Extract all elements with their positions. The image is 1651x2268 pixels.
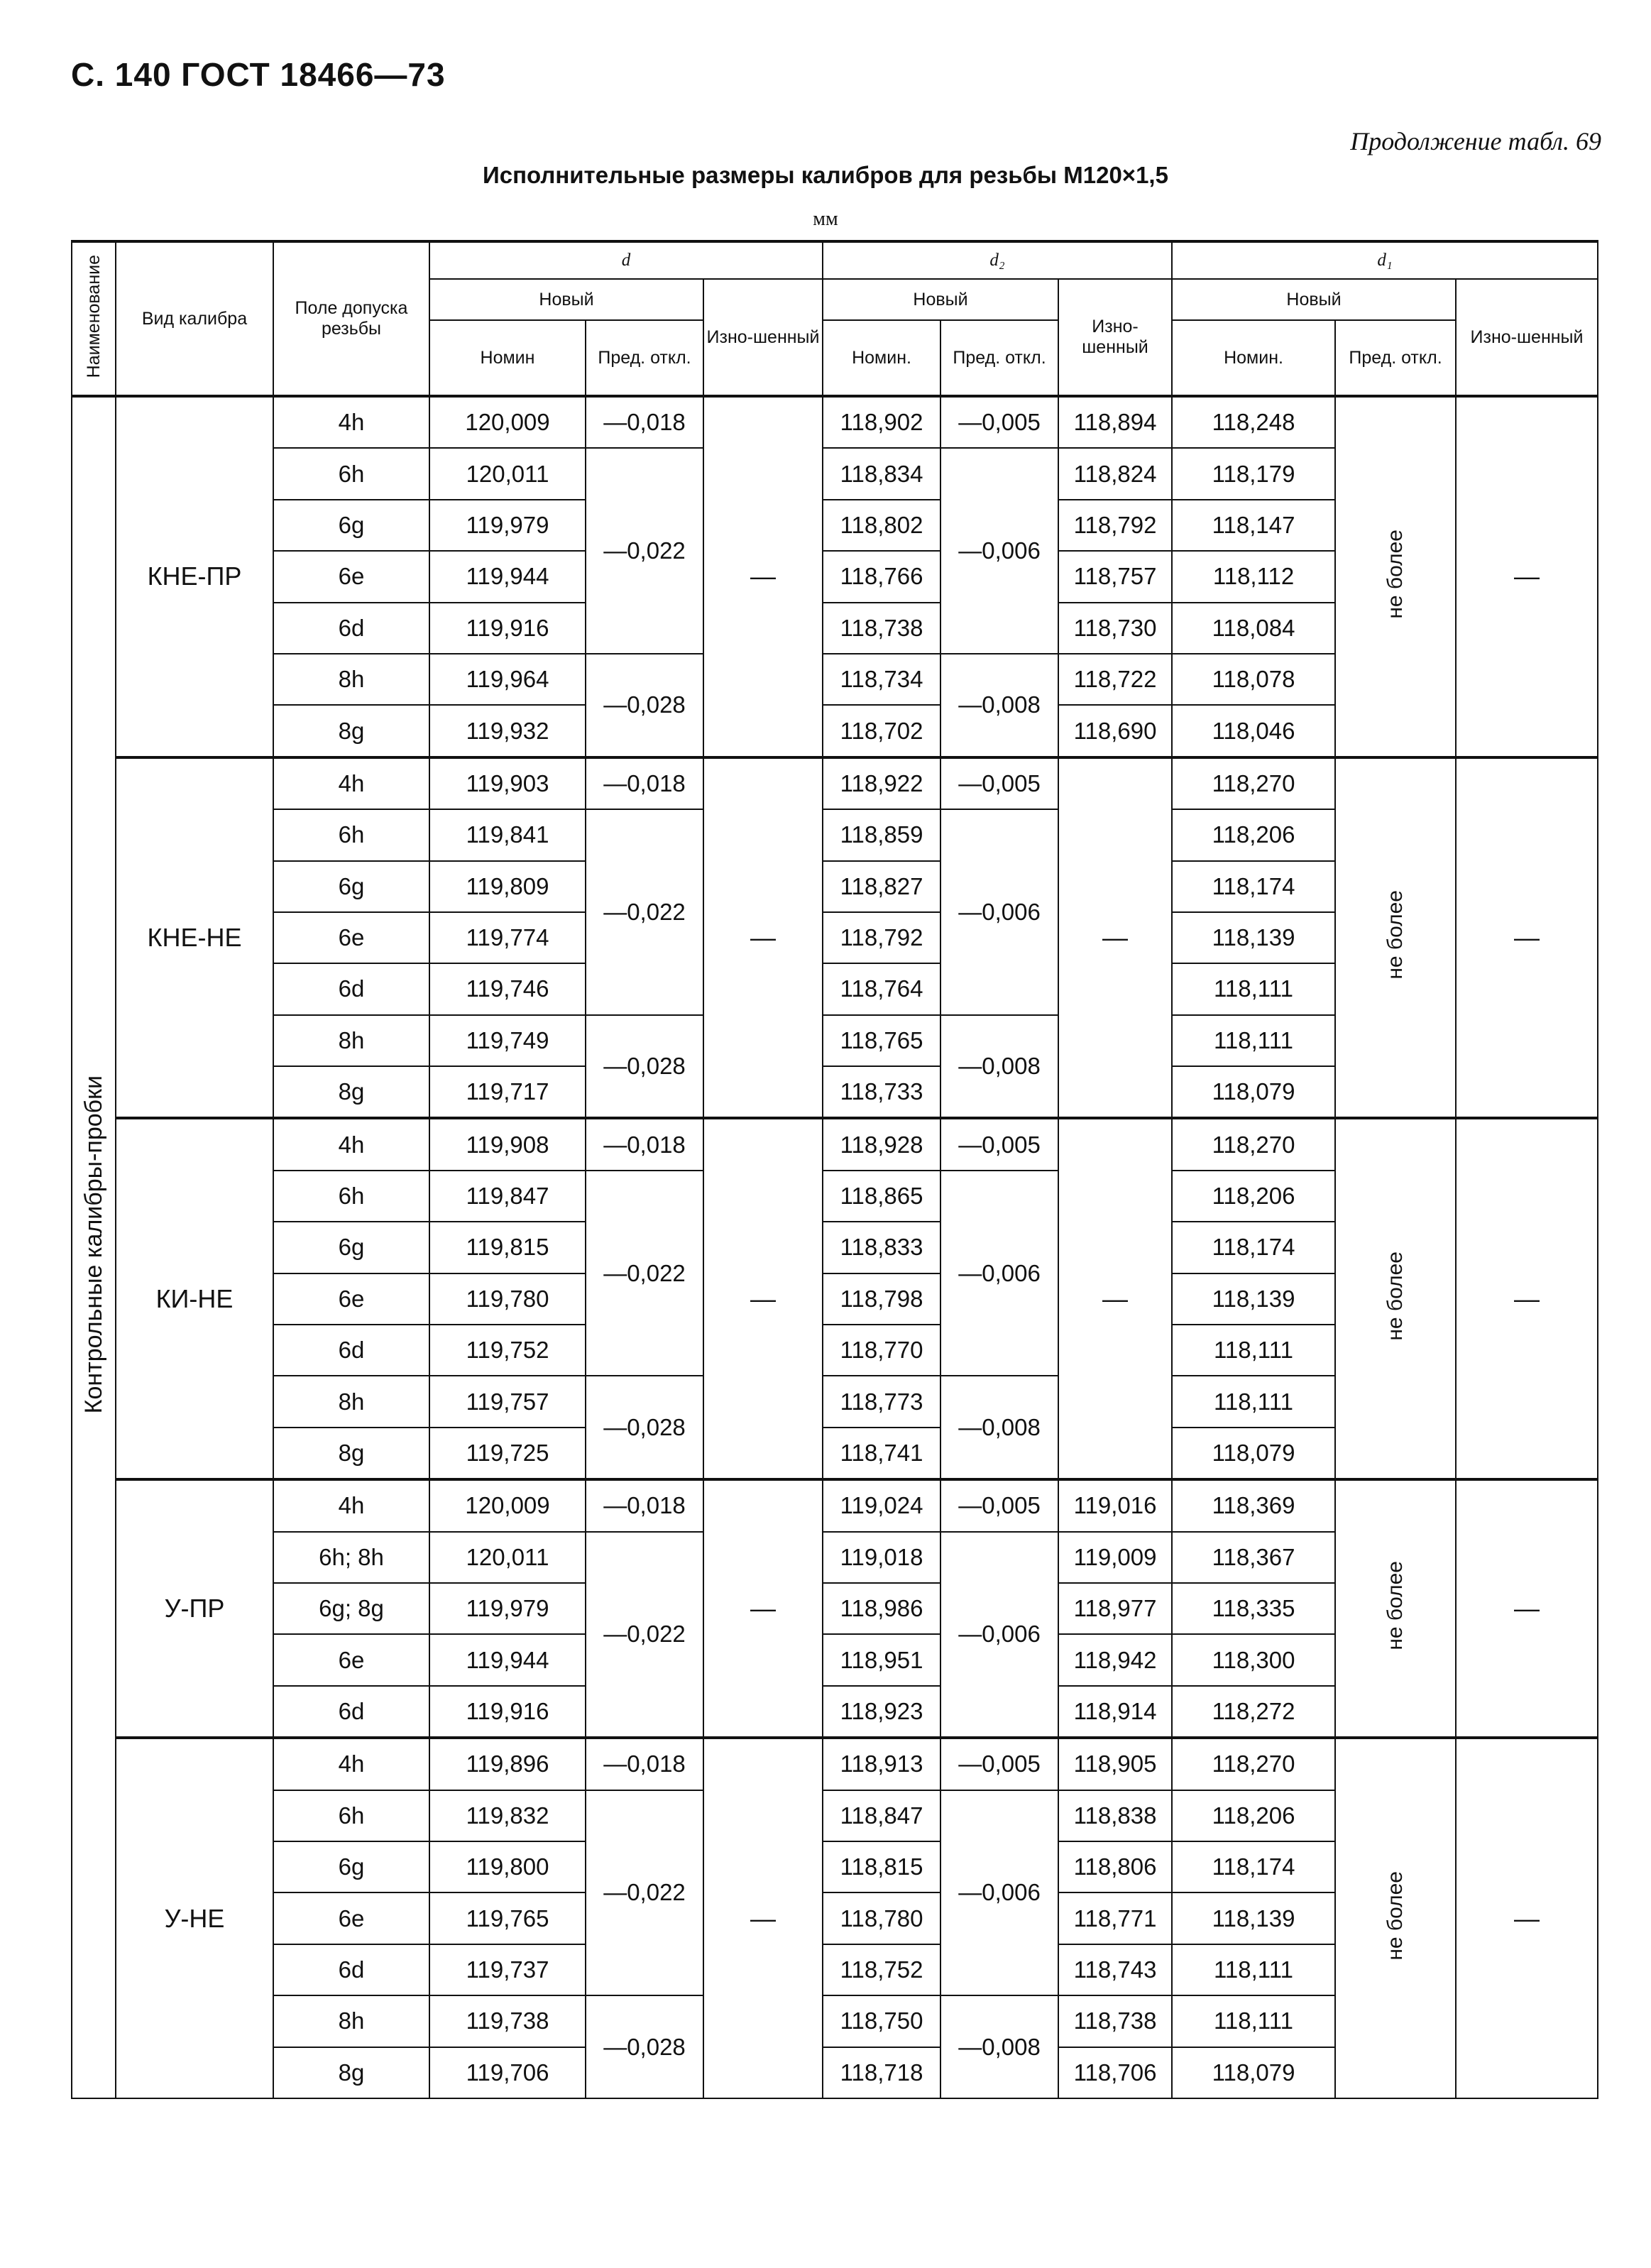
d2-deviation: —0,008 xyxy=(940,1015,1058,1119)
d2-nominal: 118,770 xyxy=(823,1325,940,1376)
gauge-type: КИ-НЕ xyxy=(116,1118,273,1479)
d1-nominal: 118,369 xyxy=(1172,1479,1335,1531)
d-nominal: 119,757 xyxy=(429,1376,586,1427)
tolerance-field: 6e xyxy=(273,551,429,602)
d2-nominal: 118,792 xyxy=(823,912,940,963)
d1-tolerance: — xyxy=(1456,1479,1598,1738)
tolerance-field: 6d xyxy=(273,603,429,654)
d2-deviation: —0,005 xyxy=(940,757,1058,809)
d2-deviation: —0,006 xyxy=(940,1790,1058,1996)
d-nominal: 119,737 xyxy=(429,1944,586,1995)
d2-deviation: —0,005 xyxy=(940,1479,1058,1531)
d-worn: — xyxy=(703,1118,823,1479)
d1-nominal: 118,084 xyxy=(1172,603,1335,654)
d1-nominal: 118,367 xyxy=(1172,1532,1335,1583)
tolerance-field: 6d xyxy=(273,963,429,1014)
d2-worn: 118,738 xyxy=(1058,1995,1172,2047)
d-worn: — xyxy=(703,1738,823,2098)
units-label: мм xyxy=(813,208,838,230)
d2-nominal: 118,773 xyxy=(823,1376,940,1427)
d-nominal: 119,896 xyxy=(429,1738,586,1790)
tolerance-field: 6e xyxy=(273,1634,429,1685)
d1-nominal: 118,270 xyxy=(1172,1738,1335,1790)
d2-nominal: 118,764 xyxy=(823,963,940,1014)
d-deviation: —0,028 xyxy=(586,1376,703,1479)
d1-nominal: 118,174 xyxy=(1172,1222,1335,1273)
continuation-note: Продолжение табл. 69 xyxy=(1350,127,1601,155)
table-container xyxy=(71,240,1597,2099)
ne-bolee-text: не более xyxy=(1383,529,1408,619)
d-nominal: 119,832 xyxy=(429,1790,586,1841)
d-deviation: —0,022 xyxy=(586,448,703,654)
d2-nominal: 118,798 xyxy=(823,1273,940,1325)
d-nominal: 120,011 xyxy=(429,448,586,499)
header-d: d xyxy=(429,241,823,279)
d2-deviation: —0,008 xyxy=(940,1376,1058,1479)
d1-nominal: 118,272 xyxy=(1172,1686,1335,1738)
d2-worn: 118,824 xyxy=(1058,448,1172,499)
d-nominal: 119,979 xyxy=(429,1583,586,1634)
tolerance-field: 8g xyxy=(273,705,429,757)
header-d1-pred-otkl: Пред. откл. xyxy=(1335,320,1456,396)
d2-worn: 118,806 xyxy=(1058,1841,1172,1892)
d1-nominal: 118,206 xyxy=(1172,809,1335,860)
d2-worn: 118,914 xyxy=(1058,1686,1172,1738)
d1-nominal: 118,111 xyxy=(1172,1325,1335,1376)
ne-bolee-text: не более xyxy=(1383,1251,1408,1341)
d2-nominal: 118,752 xyxy=(823,1944,940,1995)
gauge-type: У-НЕ xyxy=(116,1738,273,2098)
gauge-dimensions-table xyxy=(71,240,1598,2099)
tolerance-field: 8h xyxy=(273,654,429,705)
d1-nominal: 118,206 xyxy=(1172,1790,1335,1841)
tolerance-field: 6g xyxy=(273,1222,429,1273)
d2-worn: — xyxy=(1058,1118,1172,1479)
d-nominal: 119,725 xyxy=(429,1428,586,1479)
d2-nominal: 118,765 xyxy=(823,1015,940,1066)
d-nominal: 119,749 xyxy=(429,1015,586,1066)
d2-worn: 118,722 xyxy=(1058,654,1172,705)
d-nominal: 119,944 xyxy=(429,1634,586,1685)
header-d2-iznoshennyy: Изно-шенный xyxy=(1058,279,1172,396)
d-nominal: 119,979 xyxy=(429,500,586,551)
tolerance-field: 6h xyxy=(273,809,429,860)
d-worn: — xyxy=(703,1479,823,1738)
header-pole-dopuska: Поле допуска резьбы xyxy=(273,241,429,396)
d2-deviation: —0,005 xyxy=(940,1118,1058,1170)
d-nominal: 119,752 xyxy=(429,1325,586,1376)
d-nominal: 119,903 xyxy=(429,757,586,809)
d2-nominal: 118,718 xyxy=(823,2047,940,2098)
tolerance-field: 6g; 8g xyxy=(273,1583,429,1634)
d1-nominal: 118,111 xyxy=(1172,1995,1335,2047)
d-nominal: 119,809 xyxy=(429,861,586,912)
d-nominal: 119,916 xyxy=(429,1686,586,1738)
d2-worn: 118,706 xyxy=(1058,2047,1172,2098)
d2-deviation: —0,006 xyxy=(940,809,1058,1015)
tolerance-field: 4h xyxy=(273,396,429,448)
d2-worn: 118,905 xyxy=(1058,1738,1172,1790)
d-worn: — xyxy=(703,396,823,757)
d-nominal: 119,765 xyxy=(429,1892,586,1944)
d-nominal: 119,780 xyxy=(429,1273,586,1325)
d2-nominal: 118,766 xyxy=(823,551,940,602)
tolerance-field: 8g xyxy=(273,1066,429,1118)
d1-nominal: 118,111 xyxy=(1172,963,1335,1014)
d-deviation: —0,018 xyxy=(586,757,703,809)
d1-tolerance: — xyxy=(1456,1738,1598,2098)
d2-nominal: 118,733 xyxy=(823,1066,940,1118)
table-title: Исполнительные размеры калибров для резьбы М120×1,5 xyxy=(483,162,1168,188)
table-row xyxy=(72,1479,1598,1531)
d2-nominal: 118,923 xyxy=(823,1686,940,1738)
d-nominal: 120,009 xyxy=(429,1479,586,1531)
d-deviation: —0,022 xyxy=(586,809,703,1015)
d-nominal: 119,774 xyxy=(429,912,586,963)
d2-worn: 118,771 xyxy=(1058,1892,1172,1944)
header-d-novyy: Новый xyxy=(429,279,703,320)
d1-nominal: 118,111 xyxy=(1172,1376,1335,1427)
d-nominal: 119,717 xyxy=(429,1066,586,1118)
tolerance-field: 4h xyxy=(273,1479,429,1531)
d-deviation: —0,022 xyxy=(586,1171,703,1376)
d-deviation: —0,028 xyxy=(586,1995,703,2098)
d1-tolerance: — xyxy=(1456,1118,1598,1479)
d1-nominal: 118,079 xyxy=(1172,1066,1335,1118)
header-vid-kalibra: Вид калибра xyxy=(116,241,273,396)
d2-nominal: 118,928 xyxy=(823,1118,940,1170)
table-row xyxy=(72,757,1598,809)
d2-worn: 118,977 xyxy=(1058,1583,1172,1634)
gauge-type: КНЕ-НЕ xyxy=(116,757,273,1119)
d1-nominal: 118,270 xyxy=(1172,757,1335,809)
d1-nominal: 118,139 xyxy=(1172,912,1335,963)
tolerance-field: 6h xyxy=(273,1171,429,1222)
d2-worn: 118,730 xyxy=(1058,603,1172,654)
d-nominal: 119,932 xyxy=(429,705,586,757)
header-d1: d₁ xyxy=(1172,241,1598,279)
tolerance-field: 6e xyxy=(273,1273,429,1325)
d-deviation: —0,022 xyxy=(586,1532,703,1738)
table-row xyxy=(72,396,1598,448)
gauge-type: КНЕ-ПР xyxy=(116,396,273,757)
d2-deviation: —0,008 xyxy=(940,1995,1058,2098)
tolerance-field: 6d xyxy=(273,1325,429,1376)
d-worn: — xyxy=(703,757,823,1119)
d2-nominal: 118,902 xyxy=(823,396,940,448)
d2-nominal: 118,922 xyxy=(823,757,940,809)
tolerance-field: 4h xyxy=(273,1738,429,1790)
d-nominal: 119,738 xyxy=(429,1995,586,2047)
header-d1-iznoshennyy: Изно-шенный xyxy=(1456,279,1598,396)
d1-nominal: 118,179 xyxy=(1172,448,1335,499)
d1-tolerance: — xyxy=(1456,757,1598,1119)
d2-nominal: 118,702 xyxy=(823,705,940,757)
header-d1-novyy: Новый xyxy=(1172,279,1456,320)
d2-deviation: —0,008 xyxy=(940,654,1058,757)
header-d2-nomin: Номин. xyxy=(823,320,940,396)
d2-nominal: 119,018 xyxy=(823,1532,940,1583)
d2-nominal: 118,847 xyxy=(823,1790,940,1841)
d1-nominal: 118,111 xyxy=(1172,1015,1335,1066)
tolerance-field: 8g xyxy=(273,1428,429,1479)
d2-nominal: 118,986 xyxy=(823,1583,940,1634)
d2-deviation: —0,005 xyxy=(940,396,1058,448)
d-nominal: 119,847 xyxy=(429,1171,586,1222)
tolerance-field: 4h xyxy=(273,1118,429,1170)
header-d1-nomin: Номин. xyxy=(1172,320,1335,396)
d1-deviation-ne-bolee xyxy=(1335,757,1456,1119)
d2-nominal: 118,834 xyxy=(823,448,940,499)
d2-nominal: 118,859 xyxy=(823,809,940,860)
d-nominal: 119,916 xyxy=(429,603,586,654)
d2-nominal: 118,741 xyxy=(823,1428,940,1479)
d-nominal: 119,944 xyxy=(429,551,586,602)
header-d-iznoshennyy: Изно-шенный xyxy=(703,279,823,396)
tolerance-field: 8h xyxy=(273,1995,429,2047)
d2-worn: 119,009 xyxy=(1058,1532,1172,1583)
table-row xyxy=(72,1738,1598,1790)
row-name-text: Контрольные калибры-пробки xyxy=(79,1075,107,1414)
tolerance-field: 6h xyxy=(273,448,429,499)
d2-worn: 118,894 xyxy=(1058,396,1172,448)
d2-worn: 118,792 xyxy=(1058,500,1172,551)
d-nominal: 119,815 xyxy=(429,1222,586,1273)
d2-deviation: —0,006 xyxy=(940,448,1058,654)
tolerance-field: 6d xyxy=(273,1686,429,1738)
tolerance-field: 6g xyxy=(273,861,429,912)
d1-nominal: 118,079 xyxy=(1172,1428,1335,1479)
d-nominal: 119,908 xyxy=(429,1118,586,1170)
tolerance-field: 8h xyxy=(273,1376,429,1427)
tolerance-field: 6g xyxy=(273,500,429,551)
header-d-nomin: Номин xyxy=(429,320,586,396)
d1-deviation-ne-bolee xyxy=(1335,1479,1456,1738)
d2-nominal: 118,865 xyxy=(823,1171,940,1222)
header-d-pred-otkl: Пред. откл. xyxy=(586,320,703,396)
d-nominal: 119,800 xyxy=(429,1841,586,1892)
tolerance-field: 6h; 8h xyxy=(273,1532,429,1583)
d-nominal: 119,706 xyxy=(429,2047,586,2098)
d1-nominal: 118,079 xyxy=(1172,2047,1335,2098)
d2-worn: 118,743 xyxy=(1058,1944,1172,1995)
ne-bolee-text: не более xyxy=(1383,890,1408,980)
d2-worn: 118,838 xyxy=(1058,1790,1172,1841)
header-naimenovanie: Наименование xyxy=(72,241,116,396)
tolerance-field: 6e xyxy=(273,912,429,963)
d1-nominal: 118,206 xyxy=(1172,1171,1335,1222)
tolerance-field: 8h xyxy=(273,1015,429,1066)
header-d2: d₂ xyxy=(823,241,1172,279)
d2-nominal: 118,815 xyxy=(823,1841,940,1892)
table-body xyxy=(72,396,1598,2098)
d1-nominal: 118,046 xyxy=(1172,705,1335,757)
header-d2-novyy: Новый xyxy=(823,279,1058,320)
d1-deviation-ne-bolee xyxy=(1335,1118,1456,1479)
d2-nominal: 118,913 xyxy=(823,1738,940,1790)
d1-deviation-ne-bolee xyxy=(1335,396,1456,757)
d2-deviation: —0,005 xyxy=(940,1738,1058,1790)
d-nominal: 120,011 xyxy=(429,1532,586,1583)
d1-deviation-ne-bolee xyxy=(1335,1738,1456,2098)
gauge-type: У-ПР xyxy=(116,1479,273,1738)
d-deviation: —0,018 xyxy=(586,1738,703,1790)
d-deviation: —0,022 xyxy=(586,1790,703,1996)
d2-worn: 118,757 xyxy=(1058,551,1172,602)
d2-nominal: 119,024 xyxy=(823,1479,940,1531)
d-deviation: —0,018 xyxy=(586,1479,703,1531)
d1-nominal: 118,147 xyxy=(1172,500,1335,551)
ne-bolee-text: не более xyxy=(1383,1870,1408,1961)
d1-nominal: 118,139 xyxy=(1172,1273,1335,1325)
d2-worn: 119,016 xyxy=(1058,1479,1172,1531)
page-header: С. 140 ГОСТ 18466—73 xyxy=(71,56,446,93)
tolerance-field: 6e xyxy=(273,1892,429,1944)
d1-nominal: 118,112 xyxy=(1172,551,1335,602)
d2-worn: — xyxy=(1058,757,1172,1119)
d-nominal: 119,841 xyxy=(429,809,586,860)
table-row xyxy=(72,1118,1598,1170)
d2-nominal: 118,827 xyxy=(823,861,940,912)
d2-nominal: 118,833 xyxy=(823,1222,940,1273)
d-deviation: —0,018 xyxy=(586,1118,703,1170)
d-deviation: —0,018 xyxy=(586,396,703,448)
d2-nominal: 118,780 xyxy=(823,1892,940,1944)
tolerance-field: 4h xyxy=(273,757,429,809)
d-nominal: 120,009 xyxy=(429,396,586,448)
d1-nominal: 118,300 xyxy=(1172,1634,1335,1685)
tolerance-field: 8g xyxy=(273,2047,429,2098)
d2-deviation: —0,006 xyxy=(940,1532,1058,1738)
d2-worn: 118,690 xyxy=(1058,705,1172,757)
d1-nominal: 118,248 xyxy=(1172,396,1335,448)
d2-nominal: 118,802 xyxy=(823,500,940,551)
row-name xyxy=(72,396,116,2098)
d1-nominal: 118,078 xyxy=(1172,654,1335,705)
tolerance-field: 6d xyxy=(273,1944,429,1995)
d1-nominal: 118,174 xyxy=(1172,861,1335,912)
d1-nominal: 118,335 xyxy=(1172,1583,1335,1634)
d2-nominal: 118,734 xyxy=(823,654,940,705)
d1-tolerance: — xyxy=(1456,396,1598,757)
d1-nominal: 118,111 xyxy=(1172,1944,1335,1995)
d2-nominal: 118,951 xyxy=(823,1634,940,1685)
d-nominal: 119,964 xyxy=(429,654,586,705)
d2-nominal: 118,750 xyxy=(823,1995,940,2047)
header-d2-pred-otkl: Пред. откл. xyxy=(940,320,1058,396)
d-nominal: 119,746 xyxy=(429,963,586,1014)
ne-bolee-text: не более xyxy=(1383,1561,1408,1651)
d2-deviation: —0,006 xyxy=(940,1171,1058,1376)
tolerance-field: 6g xyxy=(273,1841,429,1892)
d1-nominal: 118,139 xyxy=(1172,1892,1335,1944)
d-deviation: —0,028 xyxy=(586,654,703,757)
d1-nominal: 118,270 xyxy=(1172,1118,1335,1170)
d2-nominal: 118,738 xyxy=(823,603,940,654)
d2-worn: 118,942 xyxy=(1058,1634,1172,1685)
tolerance-field: 6h xyxy=(273,1790,429,1841)
d-deviation: —0,028 xyxy=(586,1015,703,1119)
d1-nominal: 118,174 xyxy=(1172,1841,1335,1892)
